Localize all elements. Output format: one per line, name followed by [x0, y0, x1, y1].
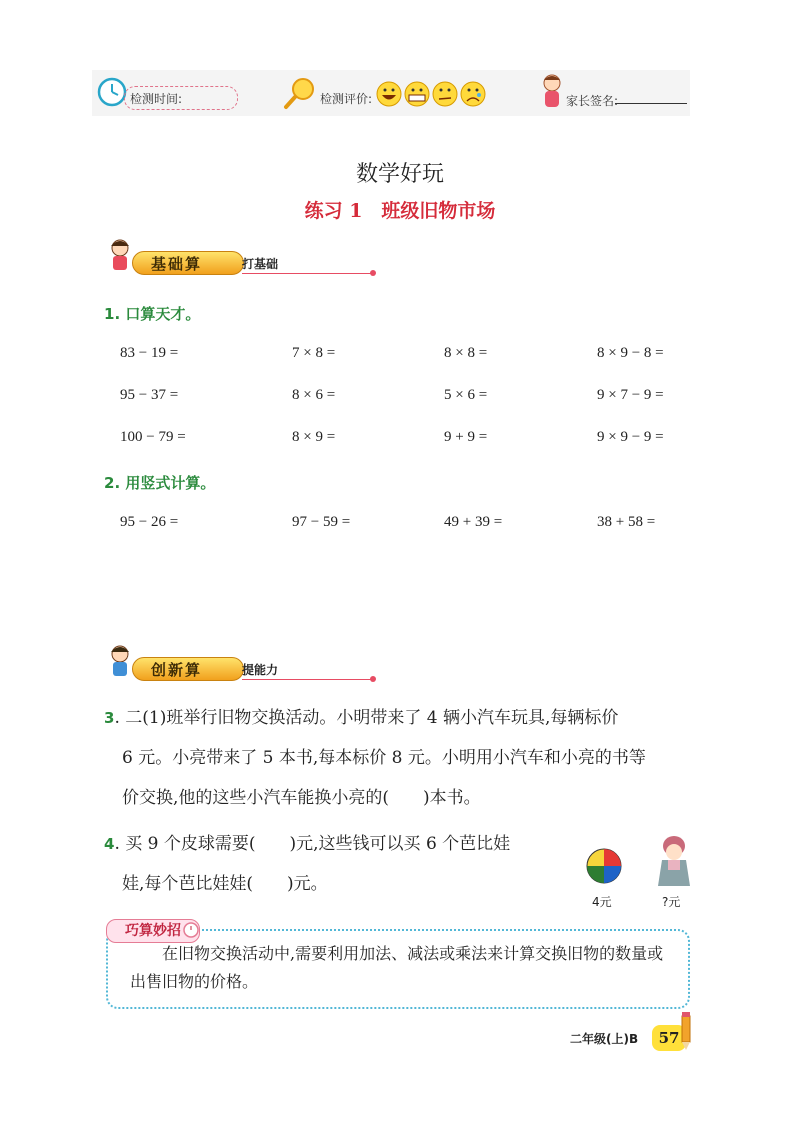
q1-item: 9 + 9 =	[444, 429, 488, 445]
q1-item: 7 × 8 =	[292, 345, 336, 361]
section-banner-basic	[102, 246, 382, 276]
q3-line1	[104, 698, 704, 738]
tip-text: 在旧物交换活动中,需要利用加法、减法或乘法来计算交换旧物的数量或出售旧物的价格。	[130, 944, 664, 991]
q1-number: 1	[104, 305, 115, 323]
q1-title: . 口算天才。	[114, 305, 201, 323]
q4-text: . 买 9 个皮球需要( )元,这些钱可以买 6 个芭比娃	[114, 834, 511, 854]
clock-icon	[96, 76, 128, 108]
q1-item: 9 × 7 − 9 =	[597, 387, 664, 403]
magnifier-icon	[282, 76, 318, 110]
q2-item: 49 + 39 =	[444, 514, 503, 530]
q4-line2: 娃,每个芭比娃娃( )元。	[122, 874, 328, 894]
parent-sign-label: 家长签名:	[566, 94, 619, 108]
q1-heading	[104, 303, 200, 324]
q1-item: 8 × 8 =	[444, 345, 488, 361]
neutral-face-icon[interactable]	[433, 82, 457, 106]
tip-label: 巧算妙招	[106, 919, 200, 943]
q1-item: 9 × 9 − 9 =	[597, 429, 664, 445]
q3-line2: 6 元。小亮带来了 5 本书,每本标价 8 元。小明用小汽车和小亮的书等	[122, 748, 646, 768]
time-label: 检测时间:	[130, 92, 183, 106]
ball-price: 4元	[592, 895, 612, 909]
section-basic-label: 基础算	[151, 255, 203, 273]
section-banner-creative	[102, 652, 382, 682]
q1-item: 5 × 6 =	[444, 387, 488, 403]
crying-face-icon[interactable]	[461, 82, 485, 106]
q2-item: 38 + 58 =	[597, 514, 656, 530]
grinning-face-icon[interactable]	[405, 82, 429, 106]
q3-line3: 价交换,他的这些小汽车能换小亮的( )本书。	[122, 788, 481, 808]
q2-heading	[104, 472, 215, 493]
doll-icon	[654, 834, 694, 890]
laughing-face-icon[interactable]	[377, 82, 401, 106]
q2-number: 2	[104, 474, 115, 492]
section-creative-sub: 提能力	[242, 663, 279, 677]
q1-item: 83 − 19 =	[120, 345, 179, 361]
q1-item: 8 × 9 =	[292, 429, 336, 445]
kid-mascot-icon	[106, 238, 134, 276]
q4-number: 4	[104, 835, 115, 853]
alarm-clock-icon	[182, 920, 200, 938]
section-basic-sub: 打基础	[242, 257, 279, 271]
q1-item: 8 × 6 =	[292, 387, 336, 403]
page-number: 57	[652, 1025, 686, 1051]
kid-mascot-icon	[106, 644, 134, 682]
parent-avatar-icon	[538, 72, 566, 112]
q1-item: 100 − 79 =	[120, 429, 186, 445]
q3-number: 3	[104, 709, 115, 727]
q3-text: . 二(1)班举行旧物交换活动。小明带来了 4 辆小汽车玩具,每辆标价	[114, 708, 619, 728]
q4-line1	[104, 824, 574, 864]
pencil-icon	[676, 1012, 696, 1052]
exercise-title: 练习 1 班级旧物市场	[304, 200, 496, 222]
doll-price: ?元	[662, 895, 681, 909]
rating-faces	[376, 80, 488, 108]
q1-item: 95 − 37 =	[120, 387, 179, 403]
q2-item: 97 − 59 =	[292, 514, 351, 530]
ball-icon	[584, 846, 624, 886]
q2-title: . 用竖式计算。	[114, 474, 216, 492]
q1-item: 8 × 9 − 8 =	[597, 345, 664, 361]
section-creative-label: 创新算	[151, 661, 203, 679]
page-title: 数学好玩	[355, 162, 444, 187]
eval-label: 检测评价:	[320, 92, 373, 106]
grade-label: 二年级(上)B	[570, 1032, 639, 1046]
parent-sign-line[interactable]	[615, 103, 687, 104]
q2-item: 95 − 26 =	[120, 514, 179, 530]
